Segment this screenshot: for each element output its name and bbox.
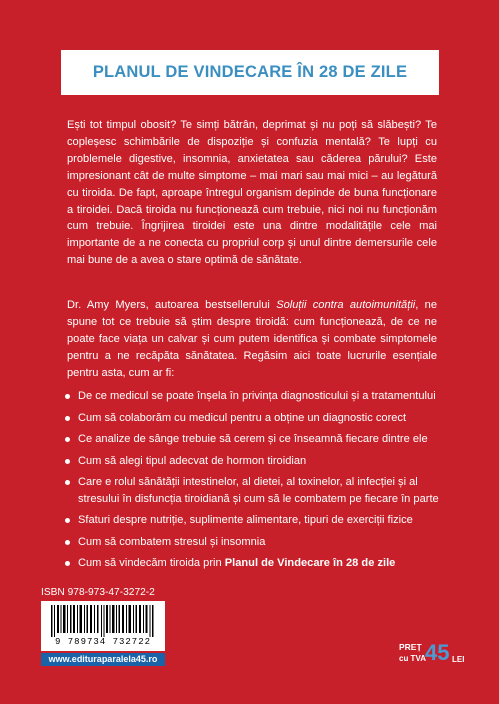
list-item-text: Cum să combatem stresul și insomnia [78,535,266,548]
price-vat-label: cu TVA [399,654,426,663]
list-item [63,534,443,551]
list-item [63,474,443,508]
list-item [63,453,443,470]
publisher-website[interactable]: www.edituraparalela45.ro [41,653,165,666]
intro-paragraph: Ești tot timpul obosit? Te simți bătrân, deprimat și nu poți să slăbești? Te copleșesc schimbările de dispoziție și confuzia mentală? Te lupți cu problemele digestive, insomnia, anxietatea sau căderea părului? Este impresionant cât de multe simptome – mai mari sau mai mici – au legătură cu tiroida. De fapt, aproape întregul organism depinde de buna funcționare a tiroidei. Dacă tiroida nu funcționează cum trebuie, nici noi nu funcționăm cum trebuie. Îngrijirea tiroidei este una dintre modalitățile cele mai importante de a ne conecta cu propriul corp și unul dintre demersurile cele mai bune de a avea o stare optimă de sănătate. [67,119,437,267]
price-tag [399,640,469,670]
list-item [63,431,443,448]
list-item-text: Care e rolul sănătății intestinelor, al dietei, al toxinelor, al infecției și al stresului în disfuncția tiroidiană și cum să le combatem pe fiecare în parte [78,476,439,505]
list-item-text: Cum să colaborăm cu medicul pentru a obține un diagnostic corect [78,411,407,424]
price-currency: LEI [452,655,465,664]
title-banner [61,50,439,95]
bullet-icon [65,561,70,566]
bullet-icon [65,459,70,464]
banner-title: PLANUL DE VINDECARE ÎN 28 DE ZILE [92,63,408,81]
bullet-icon [65,416,70,421]
bullet-icon [65,540,70,545]
list-item-text: De ce medicul se poate înșela în privința diagnosticului și a tratamentului [78,390,436,402]
author-text-end: , ne spune tot ce trebuie să știm despre tiroidă: cum funcționează, de ce ne poate face viața un calvar și cum putem identifica și combate simptomele pentru a ne recăpăta sănătatea. Regăsim aici toate lucrurile esențiale pentru asta, cum ar fi: [67,299,437,379]
book-title-italic: Soluții contra autoimunității [276,299,416,311]
bullet-icon [65,394,70,399]
author-paragraph [67,297,437,382]
list-item [63,388,443,405]
bullet-icon [65,437,70,442]
price-value: 45 [425,640,450,665]
topics-list [63,388,443,577]
plan-name-bold: Planul de Vindecare în 28 de zile [224,557,396,570]
list-item-text: Ce analize de sânge trebuie să cerem și ce înseamnă fiecare dintre ele [78,433,428,445]
list-item [63,410,443,427]
barcode-bars-icon [41,601,165,637]
bullet-icon [65,480,70,485]
price-label: PREȚ [399,642,422,652]
isbn-label: ISBN 978-973-47-3272-2 [41,587,155,598]
list-item-text: Cum să alegi tipul adecvat de hormon tiroidian [78,454,307,467]
author-text-start: Dr. Amy Myers, autoarea bestsellerului [67,299,277,311]
barcode-digits: 9 789734 732722 [54,637,151,647]
list-item [63,555,443,572]
list-item-text: Sfaturi despre nutriție, suplimente alimentare, tipuri de exerciții fizice [78,514,413,527]
last-item-text: Cum să vindecăm tiroida prin [78,557,225,570]
bullet-icon [65,518,70,523]
list-item [63,512,443,529]
